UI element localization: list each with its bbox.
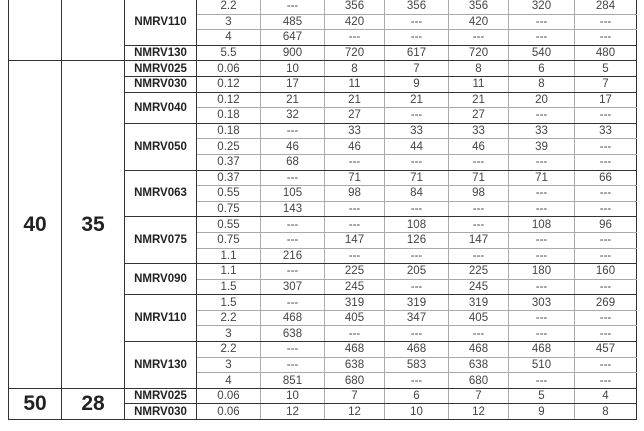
- value-cell: 84: [385, 186, 449, 202]
- value-cell: 108: [509, 217, 575, 233]
- value-cell: 71: [385, 170, 449, 186]
- value-cell: 108: [385, 217, 449, 233]
- value-cell: 46: [261, 139, 325, 155]
- value-cell: ---: [261, 232, 325, 248]
- value-cell: 66: [575, 170, 637, 186]
- size-column-1-cell: 50: [9, 388, 62, 419]
- table-row: [9, 388, 637, 404]
- motor-power-cell: 0.12: [197, 76, 261, 92]
- value-cell: ---: [261, 357, 325, 373]
- value-cell: 356: [325, 0, 385, 14]
- model-name-cell: NMRV075: [125, 217, 197, 264]
- value-cell: 160: [575, 264, 637, 280]
- value-cell: 7: [449, 388, 509, 404]
- value-cell: 851: [261, 373, 325, 389]
- value-cell: 216: [261, 248, 325, 264]
- value-cell: 720: [325, 45, 385, 61]
- motor-power-cell: 0.06: [197, 388, 261, 404]
- value-cell: 33: [385, 123, 449, 139]
- value-cell: 319: [449, 295, 509, 311]
- value-cell: 468: [261, 310, 325, 326]
- value-cell: ---: [575, 310, 637, 326]
- value-cell: 21: [385, 92, 449, 108]
- value-cell: ---: [575, 154, 637, 170]
- value-cell: 638: [261, 326, 325, 342]
- value-cell: 8: [325, 61, 385, 77]
- table-body: [9, 0, 637, 420]
- value-cell: 105: [261, 186, 325, 202]
- value-cell: ---: [509, 310, 575, 326]
- value-cell: ---: [509, 248, 575, 264]
- motor-power-cell: 0.06: [197, 61, 261, 77]
- motor-power-cell: 3: [197, 14, 261, 30]
- value-cell: ---: [449, 30, 509, 46]
- value-cell: 540: [509, 45, 575, 61]
- value-cell: 900: [261, 45, 325, 61]
- value-cell: 457: [575, 342, 637, 358]
- value-cell: 6: [385, 388, 449, 404]
- value-cell: 356: [449, 0, 509, 14]
- value-cell: 11: [449, 76, 509, 92]
- model-name-cell: NMRV025: [125, 61, 197, 77]
- value-cell: ---: [385, 201, 449, 217]
- value-cell: 347: [385, 310, 449, 326]
- value-cell: 98: [449, 186, 509, 202]
- value-cell: ---: [261, 123, 325, 139]
- value-cell: 68: [261, 154, 325, 170]
- value-cell: ---: [449, 326, 509, 342]
- value-cell: 98: [325, 186, 385, 202]
- value-cell: 468: [509, 342, 575, 358]
- motor-power-cell: 0.25: [197, 139, 261, 155]
- value-cell: 7: [325, 388, 385, 404]
- value-cell: 420: [449, 14, 509, 30]
- value-cell: ---: [325, 326, 385, 342]
- value-cell: ---: [325, 248, 385, 264]
- motor-power-cell: 0.75: [197, 232, 261, 248]
- value-cell: 10: [385, 404, 449, 420]
- value-cell: ---: [385, 373, 449, 389]
- value-cell: 147: [325, 232, 385, 248]
- value-cell: ---: [385, 14, 449, 30]
- value-cell: ---: [575, 139, 637, 155]
- value-cell: ---: [509, 201, 575, 217]
- value-cell: 7: [385, 61, 449, 77]
- value-cell: ---: [261, 217, 325, 233]
- model-name-cell: NMRV050: [125, 123, 197, 170]
- value-cell: ---: [575, 279, 637, 295]
- value-cell: 71: [325, 170, 385, 186]
- value-cell: ---: [509, 373, 575, 389]
- value-cell: ---: [325, 154, 385, 170]
- value-cell: 225: [449, 264, 509, 280]
- motor-power-cell: 1.5: [197, 295, 261, 311]
- value-cell: ---: [385, 108, 449, 124]
- value-cell: 21: [261, 92, 325, 108]
- value-cell: 638: [325, 357, 385, 373]
- motor-power-cell: 2.2: [197, 342, 261, 358]
- value-cell: 71: [449, 170, 509, 186]
- value-cell: 720: [449, 45, 509, 61]
- value-cell: 126: [385, 232, 449, 248]
- model-name-cell: NMRV130: [125, 45, 197, 61]
- value-cell: ---: [575, 14, 637, 30]
- value-cell: 8: [449, 61, 509, 77]
- value-cell: ---: [261, 342, 325, 358]
- motor-power-cell: 3: [197, 326, 261, 342]
- value-cell: 225: [325, 264, 385, 280]
- value-cell: ---: [261, 170, 325, 186]
- value-cell: 284: [575, 0, 637, 14]
- value-cell: 638: [449, 357, 509, 373]
- value-cell: 180: [509, 264, 575, 280]
- value-cell: 583: [385, 357, 449, 373]
- value-cell: 147: [449, 232, 509, 248]
- value-cell: ---: [575, 186, 637, 202]
- value-cell: 468: [325, 342, 385, 358]
- value-cell: ---: [575, 326, 637, 342]
- motor-power-cell: 0.18: [197, 108, 261, 124]
- table-row: [9, 61, 637, 77]
- motor-power-cell: 1.1: [197, 264, 261, 280]
- motor-power-cell: 0.37: [197, 154, 261, 170]
- value-cell: 33: [509, 123, 575, 139]
- value-cell: ---: [575, 108, 637, 124]
- value-cell: 33: [449, 123, 509, 139]
- motor-power-cell: 0.75: [197, 201, 261, 217]
- motor-power-cell: 2.2: [197, 0, 261, 14]
- value-cell: 468: [385, 342, 449, 358]
- motor-power-cell: 3: [197, 357, 261, 373]
- value-cell: 269: [575, 295, 637, 311]
- value-cell: 480: [575, 45, 637, 61]
- motor-power-cell: 0.18: [197, 123, 261, 139]
- value-cell: 307: [261, 279, 325, 295]
- motor-power-cell: 1.5: [197, 279, 261, 295]
- motor-power-cell: 4: [197, 30, 261, 46]
- model-name-cell: NMRV110: [125, 295, 197, 342]
- motor-power-cell: 1.1: [197, 248, 261, 264]
- value-cell: 320: [509, 0, 575, 14]
- value-cell: ---: [575, 30, 637, 46]
- value-cell: ---: [385, 248, 449, 264]
- model-name-cell: NMRV063: [125, 170, 197, 217]
- motor-power-cell: 0.55: [197, 217, 261, 233]
- value-cell: 10: [261, 388, 325, 404]
- model-name-cell: NMRV030: [125, 404, 197, 420]
- value-cell: 405: [325, 310, 385, 326]
- value-cell: 96: [575, 217, 637, 233]
- value-cell: 46: [449, 139, 509, 155]
- value-cell: ---: [509, 14, 575, 30]
- value-cell: 33: [575, 123, 637, 139]
- value-cell: ---: [575, 248, 637, 264]
- value-cell: ---: [509, 186, 575, 202]
- size-column-1-cell: 40: [9, 61, 62, 388]
- value-cell: 27: [449, 108, 509, 124]
- value-cell: 21: [325, 92, 385, 108]
- value-cell: 44: [385, 139, 449, 155]
- value-cell: 468: [449, 342, 509, 358]
- value-cell: 9: [509, 404, 575, 420]
- value-cell: ---: [575, 201, 637, 217]
- value-cell: ---: [261, 295, 325, 311]
- value-cell: 12: [325, 404, 385, 420]
- value-cell: ---: [449, 201, 509, 217]
- value-cell: 356: [385, 0, 449, 14]
- value-cell: 143: [261, 201, 325, 217]
- value-cell: 27: [325, 108, 385, 124]
- model-name-cell: NMRV110: [125, 0, 197, 45]
- motor-power-cell: 5.5: [197, 45, 261, 61]
- value-cell: 5: [575, 61, 637, 77]
- value-cell: 17: [575, 92, 637, 108]
- value-cell: 405: [449, 310, 509, 326]
- motor-power-cell: 0.06: [197, 404, 261, 420]
- value-cell: ---: [385, 326, 449, 342]
- value-cell: ---: [509, 30, 575, 46]
- value-cell: 46: [325, 139, 385, 155]
- value-cell: 8: [575, 404, 637, 420]
- value-cell: 510: [509, 357, 575, 373]
- value-cell: 6: [509, 61, 575, 77]
- value-cell: 319: [385, 295, 449, 311]
- value-cell: ---: [261, 264, 325, 280]
- size-column-2-cell: [62, 0, 125, 61]
- motor-power-cell: 0.37: [197, 170, 261, 186]
- value-cell: 9: [385, 76, 449, 92]
- model-name-cell: NMRV030: [125, 76, 197, 92]
- value-cell: ---: [509, 108, 575, 124]
- value-cell: ---: [325, 217, 385, 233]
- value-cell: 20: [509, 92, 575, 108]
- motor-power-cell: 4: [197, 373, 261, 389]
- size-column-2-cell: 28: [62, 388, 125, 419]
- gearbox-rating-table-container: [8, 0, 637, 420]
- value-cell: 32: [261, 108, 325, 124]
- value-cell: ---: [385, 279, 449, 295]
- value-cell: 647: [261, 30, 325, 46]
- value-cell: 617: [385, 45, 449, 61]
- value-cell: 8: [509, 76, 575, 92]
- value-cell: 4: [575, 388, 637, 404]
- value-cell: 10: [261, 61, 325, 77]
- size-column-2-cell: 35: [62, 61, 125, 388]
- value-cell: ---: [449, 248, 509, 264]
- value-cell: ---: [509, 279, 575, 295]
- model-name-cell: NMRV040: [125, 92, 197, 123]
- value-cell: 21: [449, 92, 509, 108]
- value-cell: 205: [385, 264, 449, 280]
- value-cell: ---: [575, 232, 637, 248]
- value-cell: 12: [261, 404, 325, 420]
- value-cell: 485: [261, 14, 325, 30]
- model-name-cell: NMRV090: [125, 264, 197, 295]
- value-cell: 680: [449, 373, 509, 389]
- size-column-1-cell: [9, 0, 62, 61]
- motor-power-cell: 2.2: [197, 310, 261, 326]
- motor-power-cell: 0.55: [197, 186, 261, 202]
- value-cell: ---: [509, 326, 575, 342]
- value-cell: 7: [575, 76, 637, 92]
- value-cell: ---: [325, 201, 385, 217]
- value-cell: ---: [575, 357, 637, 373]
- value-cell: ---: [449, 154, 509, 170]
- value-cell: ---: [509, 232, 575, 248]
- model-name-cell: NMRV025: [125, 388, 197, 404]
- value-cell: 245: [325, 279, 385, 295]
- value-cell: 71: [509, 170, 575, 186]
- value-cell: ---: [449, 217, 509, 233]
- value-cell: 680: [325, 373, 385, 389]
- value-cell: 245: [449, 279, 509, 295]
- value-cell: 39: [509, 139, 575, 155]
- value-cell: ---: [385, 30, 449, 46]
- value-cell: 420: [325, 14, 385, 30]
- motor-power-cell: 0.12: [197, 92, 261, 108]
- value-cell: ---: [509, 154, 575, 170]
- value-cell: ---: [575, 373, 637, 389]
- value-cell: ---: [385, 154, 449, 170]
- value-cell: ---: [325, 30, 385, 46]
- gearbox-rating-table: [8, 0, 637, 420]
- value-cell: 319: [325, 295, 385, 311]
- value-cell: 12: [449, 404, 509, 420]
- table-row: [9, 0, 637, 14]
- value-cell: 11: [325, 76, 385, 92]
- value-cell: ---: [261, 0, 325, 14]
- value-cell: 17: [261, 76, 325, 92]
- model-name-cell: NMRV130: [125, 342, 197, 389]
- value-cell: 5: [509, 388, 575, 404]
- value-cell: 33: [325, 123, 385, 139]
- value-cell: 303: [509, 295, 575, 311]
